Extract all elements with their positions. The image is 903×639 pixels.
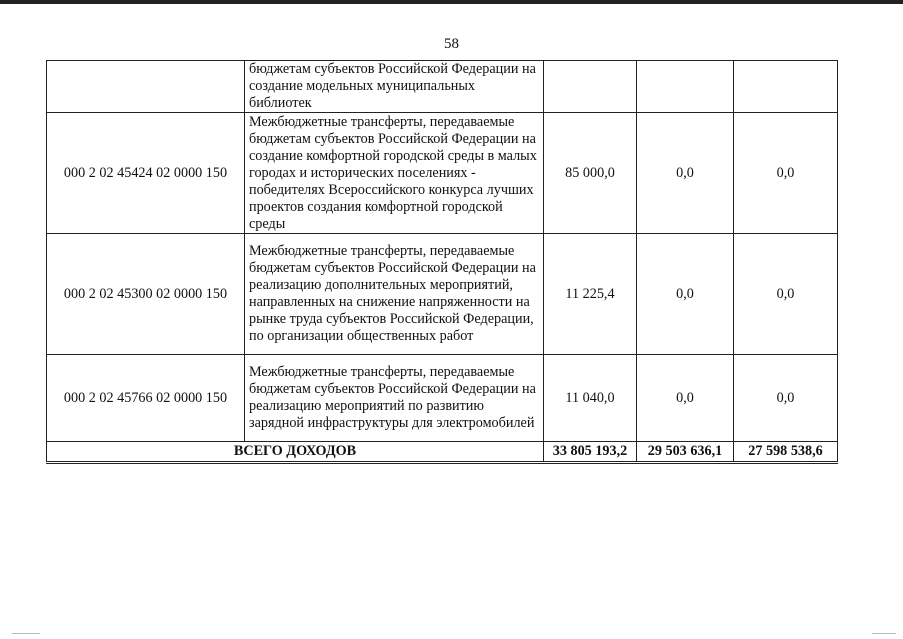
budget-code-cell: 000 2 02 45424 02 0000 150 [47, 113, 245, 234]
table-row [47, 234, 838, 355]
year2-amount-cell: 0,0 [637, 355, 734, 442]
year3-amount-cell: 0,0 [734, 113, 838, 234]
budget-code-cell: 000 2 02 45766 02 0000 150 [47, 355, 245, 442]
year2-amount-cell: 0,0 [637, 234, 734, 355]
total-year2-cell: 29 503 636,1 [637, 442, 734, 463]
total-year1-cell: 33 805 193,2 [544, 442, 637, 463]
year2-amount-cell: 0,0 [637, 113, 734, 234]
budget-code-cell: 000 2 02 45300 02 0000 150 [47, 234, 245, 355]
year3-amount-cell: 0,0 [734, 234, 838, 355]
scan-artifact-right [872, 633, 896, 634]
table-row [47, 355, 838, 442]
description-cell: бюджетам субъектов Российской Федерации на создание модельных муниципальных библиотек [245, 61, 544, 113]
scan-artifact-left [12, 633, 40, 634]
page-number: 58 [444, 36, 459, 52]
description-cell: Межбюджетные трансферты, передаваемые бюджетам субъектов Российской Федерации на реализацию дополнительных мероприятий, направленных на снижение напряженности на рынке труда субъектов Российской Федерации, по организации общественных работ [245, 234, 544, 355]
income-table [46, 60, 838, 464]
year1-amount-cell: 11 040,0 [544, 355, 637, 442]
description-cell: Межбюджетные трансферты, передаваемые бюджетам субъектов Российской Федерации на создание комфортной городской среды в малых городах и исторических поселениях - победителях Всероссийского конкурса лучших проектов создания комфортной городской среды [245, 113, 544, 234]
table-row [47, 113, 838, 234]
year3-amount-cell [734, 61, 838, 113]
year1-amount-cell: 85 000,0 [544, 113, 637, 234]
year2-amount-cell [637, 61, 734, 113]
table-row [47, 61, 838, 113]
year3-amount-cell: 0,0 [734, 355, 838, 442]
total-row [47, 442, 838, 463]
total-year3-cell: 27 598 538,6 [734, 442, 838, 463]
total-label: ВСЕГО ДОХОДОВ [47, 442, 544, 463]
description-cell: Межбюджетные трансферты, передаваемые бюджетам субъектов Российской Федерации на реализацию мероприятий по развитию зарядной инфраструктуры для электромобилей [245, 355, 544, 442]
budget-code-cell [47, 61, 245, 113]
year1-amount-cell: 11 225,4 [544, 234, 637, 355]
year1-amount-cell [544, 61, 637, 113]
top-border-rule [0, 0, 903, 4]
